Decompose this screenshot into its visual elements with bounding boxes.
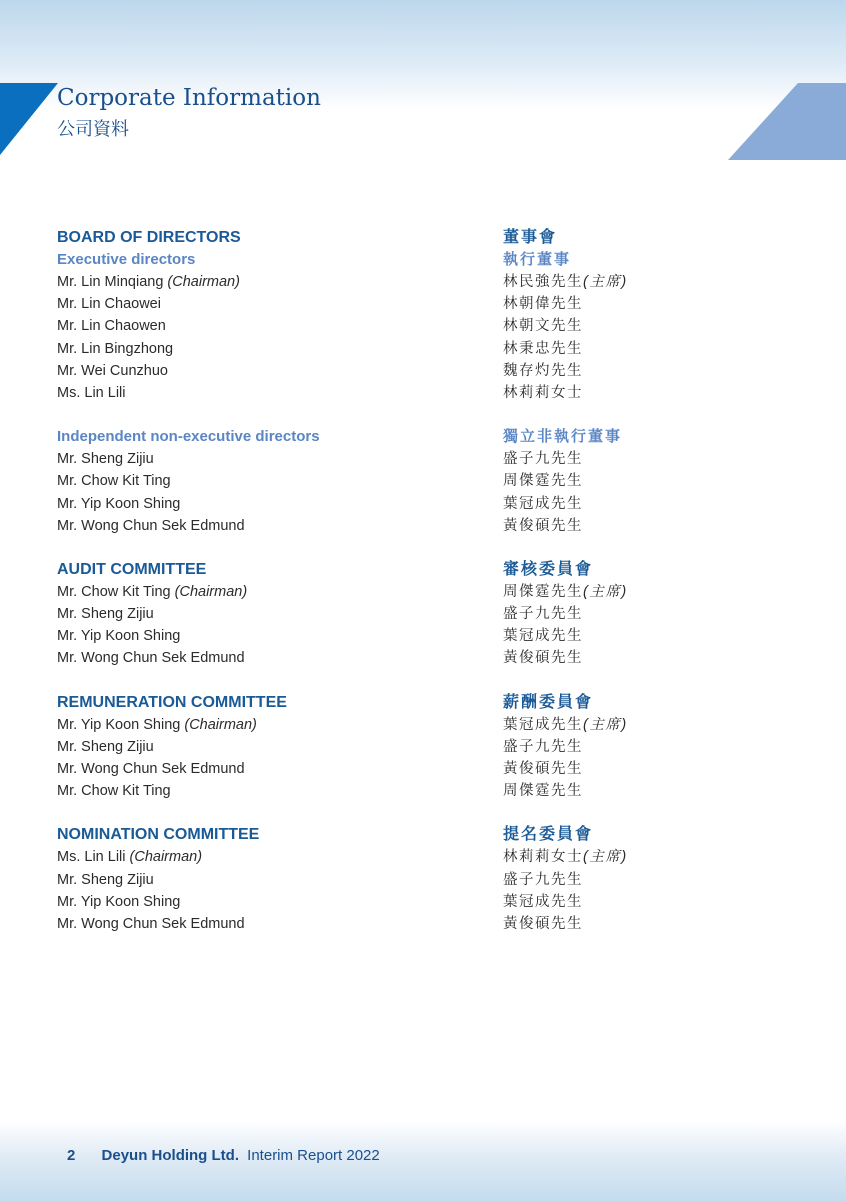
- member-row: [503, 780, 803, 802]
- nomination-committee-heading: NOMINATION COMMITTEE: [57, 826, 260, 844]
- corner-triangle-left-shape: [0, 83, 58, 155]
- member-name: 周傑霆先生: [503, 473, 583, 490]
- member-row: [57, 714, 477, 736]
- member-row: [503, 493, 803, 515]
- member-name: 周傑霆先生: [503, 783, 583, 800]
- member-name: 盛子九先生: [503, 451, 583, 468]
- member-name: 林莉莉女士: [503, 849, 583, 866]
- member-row: [503, 891, 803, 913]
- chairman-role: (Chairman): [129, 849, 203, 866]
- member-row: [503, 515, 803, 537]
- member-row: [57, 271, 477, 293]
- member-row: [503, 758, 803, 780]
- member-row: [57, 736, 477, 758]
- member-name: 周傑霆先生: [503, 583, 583, 600]
- chairman-role: (主席): [583, 716, 628, 733]
- member-name: 黃俊碩先生: [503, 517, 583, 534]
- member-row: [503, 625, 803, 647]
- chairman-role: (主席): [583, 583, 628, 600]
- member-row: [503, 470, 803, 492]
- member-name: 盛子九先生: [503, 871, 583, 888]
- member-name: 葉冠成先生: [503, 716, 583, 733]
- board-heading: BOARD OF DIRECTORS: [57, 229, 241, 246]
- member-name: Mr. Sheng Zijiu: [57, 871, 154, 888]
- english-column: [57, 227, 477, 957]
- member-name: Mr. Yip Koon Shing: [57, 893, 181, 910]
- member-name: Ms. Lin Lili: [57, 849, 126, 866]
- member-row: [57, 315, 477, 337]
- member-name: 林莉莉女士: [503, 384, 583, 401]
- executive-directors-list: [57, 271, 477, 404]
- member-name: 葉冠成先生: [503, 628, 583, 645]
- member-row: [503, 293, 803, 315]
- audit-section-zh: [503, 559, 803, 670]
- member-row: [503, 603, 803, 625]
- member-name: Mr. Wong Chun Sek Edmund: [57, 517, 245, 534]
- executive-directors-heading-zh: 執行董事: [503, 251, 572, 268]
- page-footer: [67, 1147, 380, 1164]
- chinese-column: [503, 227, 803, 957]
- independent-directors-heading-zh: 獨立非執行董事: [503, 428, 623, 446]
- member-row: [57, 360, 477, 382]
- member-name: 林秉忠先生: [503, 340, 583, 357]
- independent-section-zh: [503, 426, 803, 537]
- member-row: [503, 360, 803, 382]
- member-name: Mr. Yip Koon Shing: [57, 495, 181, 512]
- member-name: Ms. Lin Lili: [57, 384, 126, 401]
- audit-committee-heading-zh: 審核委員會: [503, 560, 594, 578]
- independent-directors-heading: Independent non-executive directors: [57, 428, 320, 446]
- chairman-role: (Chairman): [184, 716, 257, 733]
- nomination-section-zh: [503, 824, 803, 935]
- member-name: Mr. Wong Chun Sek Edmund: [57, 761, 245, 777]
- audit-section-en: [57, 559, 477, 670]
- member-row: [57, 293, 477, 315]
- member-row: [503, 869, 803, 891]
- member-row: [57, 493, 477, 515]
- member-row: [57, 780, 477, 802]
- member-name: 林朝文先生: [503, 318, 583, 335]
- member-row: [503, 448, 803, 470]
- chairman-role: (Chairman): [167, 274, 240, 290]
- member-row: [503, 714, 803, 736]
- chairman-role: (Chairman): [174, 583, 248, 600]
- audit-committee-heading: AUDIT COMMITTEE: [57, 560, 207, 578]
- member-name: Mr. Chow Kit Ting: [57, 783, 171, 800]
- member-row: [503, 581, 803, 603]
- member-row: [503, 271, 803, 293]
- nomination-committee-list-zh: [503, 846, 803, 935]
- member-row: [57, 625, 477, 647]
- member-row: [503, 647, 803, 669]
- member-name: Mr. Wong Chun Sek Edmund: [57, 915, 245, 932]
- member-row: [57, 891, 477, 913]
- member-name: Mr. Lin Chaowen: [57, 318, 166, 335]
- member-name: 葉冠成先生: [503, 893, 583, 910]
- remuneration-committee-heading: REMUNERATION COMMITTEE: [57, 693, 287, 711]
- member-name: Mr. Yip Koon Shing: [57, 628, 181, 645]
- member-name: Mr. Lin Chaowei: [57, 296, 161, 313]
- remuneration-committee-list: [57, 714, 477, 803]
- member-name: 魏存灼先生: [503, 362, 583, 379]
- audit-committee-list: [57, 581, 477, 670]
- member-row: [57, 448, 477, 470]
- member-row: [503, 338, 803, 360]
- corner-triangle-left: [0, 83, 58, 155]
- member-row: [57, 647, 477, 669]
- member-name: Mr. Chow Kit Ting: [57, 473, 171, 490]
- member-name: 黃俊碩先生: [503, 650, 583, 667]
- member-row: [503, 736, 803, 758]
- remuneration-section-zh: [503, 692, 803, 803]
- member-name: Mr. Wong Chun Sek Edmund: [57, 650, 245, 667]
- member-name: 黃俊碩先生: [503, 915, 583, 932]
- corner-triangle-right-shape: [728, 83, 846, 160]
- member-name: 葉冠成先生: [503, 495, 583, 512]
- member-row: [57, 515, 477, 537]
- member-row: [503, 913, 803, 935]
- board-section-en: [57, 227, 477, 404]
- member-row: [57, 846, 477, 868]
- member-name: 林民強先生: [503, 274, 583, 290]
- nomination-section-en: [57, 824, 477, 935]
- member-row: [57, 758, 477, 780]
- member-row: [57, 338, 477, 360]
- executive-directors-list-zh: [503, 271, 803, 404]
- member-row: [503, 846, 803, 868]
- board-heading-zh: 董事會: [503, 229, 558, 246]
- member-row: [57, 382, 477, 404]
- nomination-committee-list: [57, 846, 477, 935]
- member-name: Mr. Sheng Zijiu: [57, 451, 154, 468]
- member-name: 盛子九先生: [503, 738, 583, 755]
- company-name: Deyun Holding Ltd.: [101, 1147, 239, 1164]
- independent-directors-list: [57, 448, 477, 537]
- member-name: 黃俊碩先生: [503, 761, 583, 777]
- member-row: [57, 581, 477, 603]
- chairman-role: (主席): [583, 274, 628, 290]
- member-name: Mr. Lin Minqiang: [57, 274, 164, 290]
- member-name: Mr. Lin Bingzhong: [57, 340, 174, 357]
- member-row: [503, 382, 803, 404]
- page-number: 2: [67, 1147, 76, 1164]
- independent-section-en: [57, 426, 477, 537]
- member-row: [57, 869, 477, 891]
- member-name: 盛子九先生: [503, 606, 583, 623]
- remuneration-committee-list-zh: [503, 714, 803, 803]
- nomination-committee-heading-zh: 提名委員會: [503, 826, 594, 844]
- executive-directors-heading: Executive directors: [57, 251, 196, 268]
- chairman-role: (主席): [583, 849, 628, 866]
- report-name: Interim Report 2022: [247, 1147, 380, 1164]
- member-name: Mr. Yip Koon Shing: [57, 716, 181, 733]
- page-title: Corporate Information: [57, 85, 321, 111]
- member-row: [57, 603, 477, 625]
- member-name: Mr. Wei Cunzhuo: [57, 362, 168, 379]
- independent-directors-list-zh: [503, 448, 803, 537]
- member-name: Mr. Chow Kit Ting: [57, 583, 171, 600]
- member-name: Mr. Sheng Zijiu: [57, 738, 154, 755]
- page-title-chinese: 公司資料: [57, 119, 129, 139]
- member-row: [57, 913, 477, 935]
- member-name: 林朝偉先生: [503, 296, 583, 313]
- member-row: [503, 315, 803, 337]
- member-name: Mr. Sheng Zijiu: [57, 606, 154, 623]
- remuneration-committee-heading-zh: 薪酬委員會: [503, 693, 594, 711]
- board-section-zh: [503, 227, 803, 404]
- member-row: [57, 470, 477, 492]
- remuneration-section-en: [57, 692, 477, 803]
- audit-committee-list-zh: [503, 581, 803, 670]
- corner-triangle-right: [728, 83, 846, 160]
